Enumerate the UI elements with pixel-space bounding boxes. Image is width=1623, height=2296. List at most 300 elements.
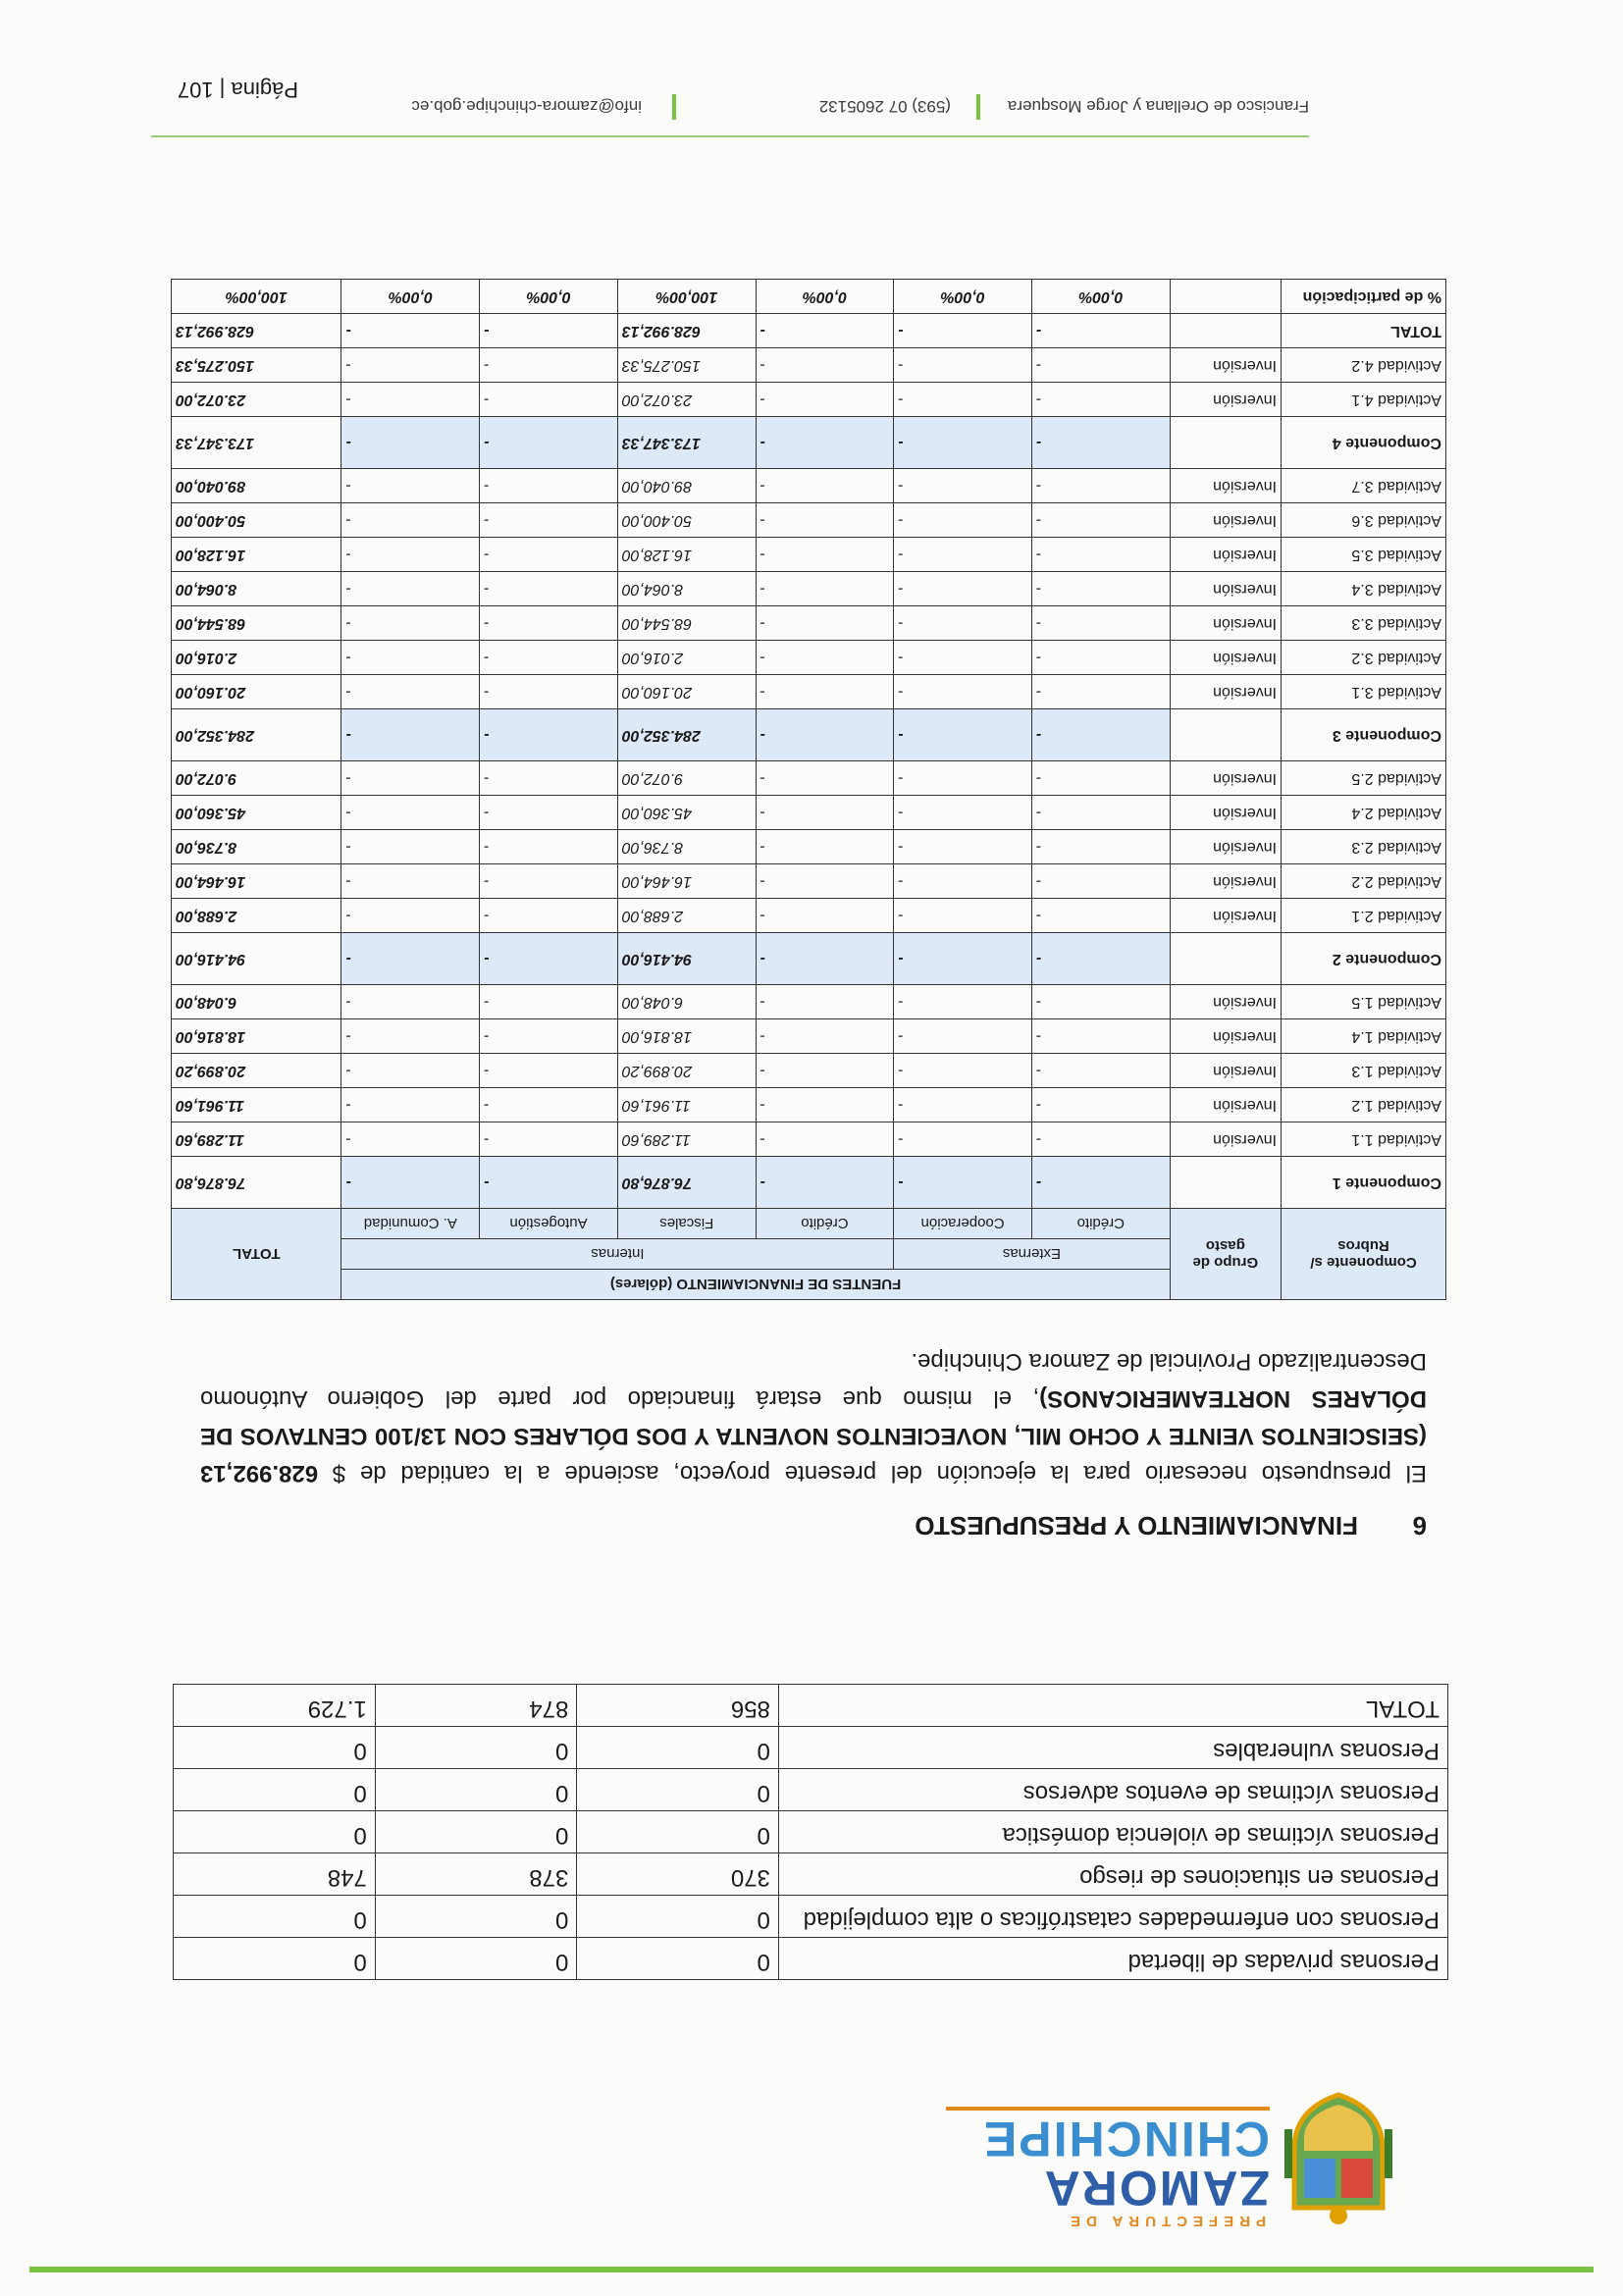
row-value: - — [480, 985, 618, 1019]
row-label: Actividad 2.5 — [1282, 761, 1446, 796]
row-value: 8.736,00 — [617, 830, 756, 864]
row-grupo: Inversión — [1170, 503, 1281, 538]
row-total: 16.464,00 — [172, 864, 342, 899]
row-value: - — [480, 864, 618, 899]
row-value: - — [756, 383, 894, 417]
beneficiary-value: 748 — [174, 1853, 376, 1896]
row-value: - — [480, 675, 618, 709]
row-grupo: Inversión — [1170, 1054, 1281, 1088]
header-internas: Internas — [341, 1239, 894, 1270]
paragraph-text-2: , el mismo que estará financiado por parte del Gobierno Autónomo Descentralizado Provincial de Zamora Chinchipe. — [200, 1348, 1427, 1412]
header-rule — [29, 2267, 1594, 2272]
beneficiary-label: Personas vulnerables — [778, 1727, 1447, 1769]
budget-row — [172, 383, 1446, 417]
row-grupo: Inversión — [1170, 864, 1281, 899]
budget-row — [172, 675, 1446, 709]
row-value: - — [756, 933, 894, 985]
budget-row — [172, 1054, 1446, 1088]
row-grupo: Inversión — [1170, 1019, 1281, 1054]
row-label: Actividad 2.3 — [1282, 830, 1446, 864]
row-value: - — [341, 933, 480, 985]
row-value: - — [1031, 796, 1170, 830]
row-value: 2.688,00 — [617, 899, 756, 933]
row-value: - — [341, 314, 480, 348]
row-value: 9.072,00 — [617, 761, 756, 796]
row-grupo: Inversión — [1170, 606, 1281, 641]
row-label: Actividad 3.7 — [1282, 469, 1446, 503]
row-value: - — [1031, 417, 1170, 469]
row-value: - — [756, 864, 894, 899]
row-label: Actividad 1.2 — [1282, 1088, 1446, 1122]
row-value: - — [894, 1157, 1032, 1209]
row-label: Actividad 1.3 — [1282, 1054, 1446, 1088]
row-value: - — [894, 933, 1032, 985]
row-value: 20.899,20 — [617, 1054, 756, 1088]
footer-address: Francisco de Orellana y Jorge Mosquera — [1007, 97, 1309, 116]
row-grupo — [1170, 280, 1281, 314]
row-value: - — [1031, 503, 1170, 538]
row-total: 16.128,00 — [172, 538, 342, 572]
row-total: 11.961,60 — [172, 1088, 342, 1122]
row-total: 50.400,00 — [172, 503, 342, 538]
row-label: Actividad 3.4 — [1282, 572, 1446, 606]
row-grupo — [1170, 314, 1281, 348]
row-value: - — [894, 1054, 1032, 1088]
budget-row — [172, 572, 1446, 606]
logo-prefix: PREFECTURA DE — [1065, 2213, 1266, 2229]
row-value: - — [756, 899, 894, 933]
row-value: - — [1031, 709, 1170, 761]
row-value: - — [756, 641, 894, 675]
row-value: - — [756, 606, 894, 641]
row-value: - — [756, 796, 894, 830]
row-value: - — [894, 830, 1032, 864]
row-value: 94.416,00 — [617, 933, 756, 985]
row-total: 628.992,13 — [172, 314, 342, 348]
row-value: - — [1031, 933, 1170, 985]
row-value: - — [1031, 1157, 1170, 1209]
section-heading — [915, 1510, 1427, 1540]
budget-row — [172, 709, 1446, 761]
row-value: - — [341, 985, 480, 1019]
row-label: TOTAL — [1282, 314, 1446, 348]
row-grupo: Inversión — [1170, 572, 1281, 606]
row-value: - — [894, 572, 1032, 606]
row-value: - — [894, 985, 1032, 1019]
row-label: Actividad 4.1 — [1282, 383, 1446, 417]
row-total: 284.352,00 — [172, 709, 342, 761]
paragraph-text-1: El presupuesto necesario para la ejecución del presente proyecto, asciende a la cantidad de $ — [318, 1460, 1427, 1487]
row-value: 11.961,60 — [617, 1088, 756, 1122]
row-total: 89.040,00 — [172, 469, 342, 503]
row-value: - — [1031, 1054, 1170, 1088]
row-label: Componente 4 — [1282, 417, 1446, 469]
row-grupo — [1170, 1157, 1281, 1209]
beneficiary-value: 856 — [577, 1685, 779, 1727]
beneficiary-value: 0 — [375, 1769, 577, 1811]
logo-line-zamora: ZAMORA — [1042, 2161, 1270, 2216]
header-autogestion: Autogestión — [480, 1209, 618, 1239]
beneficiaries-row — [174, 1769, 1448, 1811]
row-total: 173.347,33 — [172, 417, 342, 469]
beneficiary-label: Personas en situaciones de riesgo — [778, 1853, 1447, 1896]
header-grupo-gasto: Grupo de gasto — [1170, 1209, 1281, 1300]
row-label: Actividad 2.1 — [1282, 899, 1446, 933]
beneficiary-value: 0 — [174, 1769, 376, 1811]
footer-email: info@zamora-chinchipe.gob.ec — [411, 97, 642, 116]
row-label: Actividad 3.5 — [1282, 538, 1446, 572]
row-value: - — [756, 469, 894, 503]
budget-row — [172, 538, 1446, 572]
logo-underline — [946, 2107, 1270, 2111]
budget-row — [172, 417, 1446, 469]
beneficiary-label: Personas víctimas de eventos adversos — [778, 1769, 1447, 1811]
row-value: 16.128,00 — [617, 538, 756, 572]
row-value: - — [341, 503, 480, 538]
row-value: - — [756, 503, 894, 538]
row-value: 11.289,60 — [617, 1122, 756, 1157]
row-value: - — [341, 1122, 480, 1157]
row-value: - — [480, 709, 618, 761]
page-footer — [0, 78, 1623, 137]
row-grupo: Inversión — [1170, 796, 1281, 830]
beneficiary-value: 0 — [577, 1727, 779, 1769]
row-value: - — [894, 675, 1032, 709]
row-value: - — [1031, 899, 1170, 933]
header-fuentes: FUENTES DE FINANCIAMIENTO (dólares) — [341, 1270, 1170, 1300]
logo-line-chinchipe: CHINCHIPE — [981, 2112, 1270, 2166]
budget-row — [172, 1122, 1446, 1157]
row-total: 8.064,00 — [172, 572, 342, 606]
row-value: - — [480, 606, 618, 641]
row-total: 2.016,00 — [172, 641, 342, 675]
row-label: Actividad 1.1 — [1282, 1122, 1446, 1157]
beneficiary-value: 0 — [577, 1896, 779, 1938]
row-value: - — [894, 796, 1032, 830]
row-value: - — [1031, 1019, 1170, 1054]
row-value: - — [480, 1122, 618, 1157]
row-value: - — [341, 1088, 480, 1122]
row-value: - — [480, 383, 618, 417]
row-value: 68.544,00 — [617, 606, 756, 641]
beneficiary-value: 0 — [174, 1938, 376, 1980]
footer-phone: (593) 07 2605132 — [818, 97, 951, 116]
row-value: - — [480, 348, 618, 383]
header-cooperacion: Cooperación — [894, 1209, 1032, 1239]
coat-of-arms-icon — [1284, 2090, 1392, 2227]
budget-paragraph — [200, 1342, 1427, 1491]
row-value: - — [1031, 864, 1170, 899]
row-label: Actividad 2.2 — [1282, 864, 1446, 899]
row-value: 20.160,00 — [617, 675, 756, 709]
row-grupo: Inversión — [1170, 985, 1281, 1019]
section-title: FINANCIAMIENTO Y PRESUPUESTO — [915, 1511, 1358, 1540]
row-value: 150.275,33 — [617, 348, 756, 383]
row-value: - — [894, 1122, 1032, 1157]
beneficiary-value: 0 — [174, 1727, 376, 1769]
row-value: - — [480, 796, 618, 830]
beneficiary-value: 370 — [577, 1853, 779, 1896]
row-value: - — [894, 1019, 1032, 1054]
row-value: - — [894, 314, 1032, 348]
row-value: - — [894, 1088, 1032, 1122]
row-value: - — [894, 864, 1032, 899]
beneficiaries-row — [174, 1853, 1448, 1896]
row-grupo: Inversión — [1170, 383, 1281, 417]
row-value: - — [756, 1122, 894, 1157]
budget-row — [172, 606, 1446, 641]
row-value: - — [894, 383, 1032, 417]
beneficiary-value: 0 — [375, 1811, 577, 1853]
budget-row — [172, 830, 1446, 864]
row-value: - — [480, 572, 618, 606]
row-total: 68.544,00 — [172, 606, 342, 641]
row-value: - — [341, 675, 480, 709]
row-value: - — [341, 899, 480, 933]
row-value: 100,00% — [617, 280, 756, 314]
row-label: Actividad 2.4 — [1282, 796, 1446, 830]
row-value: - — [341, 864, 480, 899]
row-value: - — [480, 1019, 618, 1054]
row-value: 0,00% — [1031, 280, 1170, 314]
row-value: 2.016,00 — [617, 641, 756, 675]
budget-row — [172, 280, 1446, 314]
row-value: 89.040,00 — [617, 469, 756, 503]
row-value: - — [756, 348, 894, 383]
row-value: 23.072,00 — [617, 383, 756, 417]
budget-row — [172, 1157, 1446, 1209]
row-value: - — [480, 417, 618, 469]
header-total: TOTAL — [172, 1209, 342, 1300]
beneficiary-value: 0 — [577, 1938, 779, 1980]
row-total: 100,00% — [172, 280, 342, 314]
row-value: 0,00% — [480, 280, 618, 314]
row-value: - — [341, 1157, 480, 1209]
row-value: - — [756, 572, 894, 606]
budget-row — [172, 1088, 1446, 1122]
row-label: Componente 2 — [1282, 933, 1446, 985]
beneficiaries-row — [174, 1685, 1448, 1727]
beneficiary-value: 0 — [375, 1938, 577, 1980]
row-value: - — [480, 503, 618, 538]
row-total: 8.736,00 — [172, 830, 342, 864]
beneficiary-value: 378 — [375, 1853, 577, 1896]
beneficiary-label: Personas con enfermedades catastróficas o alta complejidad — [778, 1896, 1447, 1938]
row-total: 18.816,00 — [172, 1019, 342, 1054]
header-credito-int: Crédito — [756, 1209, 894, 1239]
row-label: Actividad 4.2 — [1282, 348, 1446, 383]
footer-separator — [672, 94, 676, 120]
row-grupo: Inversión — [1170, 348, 1281, 383]
section-number: 6 — [1412, 1511, 1427, 1540]
paragraph-amount: 628.992,13 (SEISCIENTOS VEINTE Y OCHO MIL, NOVECIENTOS NOVENTA Y DOS DÓLARES CON 13/100 CENTAVOS DE DÓLARES NORTEAMERICANOS) — [200, 1385, 1427, 1487]
row-value: - — [756, 1054, 894, 1088]
budget-row — [172, 796, 1446, 830]
row-value: - — [1031, 830, 1170, 864]
row-value: 0,00% — [341, 280, 480, 314]
row-total: 150.275,33 — [172, 348, 342, 383]
row-total: 20.160,00 — [172, 675, 342, 709]
row-value: 18.816,00 — [617, 1019, 756, 1054]
row-value: 0,00% — [756, 280, 894, 314]
row-value: 76.876,80 — [617, 1157, 756, 1209]
row-value: - — [1031, 675, 1170, 709]
row-label: Actividad 1.5 — [1282, 985, 1446, 1019]
budget-row — [172, 933, 1446, 985]
row-value: - — [480, 1054, 618, 1088]
row-grupo: Inversión — [1170, 761, 1281, 796]
row-value: - — [341, 796, 480, 830]
row-value: - — [480, 538, 618, 572]
row-total: 9.072,00 — [172, 761, 342, 796]
budget-row — [172, 1019, 1446, 1054]
row-grupo — [1170, 709, 1281, 761]
row-value: 0,00% — [894, 280, 1032, 314]
row-value: - — [756, 314, 894, 348]
row-total: 20.899,20 — [172, 1054, 342, 1088]
beneficiaries-row — [174, 1896, 1448, 1938]
budget-row — [172, 864, 1446, 899]
beneficiary-value: 0 — [375, 1896, 577, 1938]
row-value: - — [756, 761, 894, 796]
row-value: 16.464,00 — [617, 864, 756, 899]
row-value: - — [1031, 538, 1170, 572]
row-label: Actividad 3.2 — [1282, 641, 1446, 675]
row-value: 50.400,00 — [617, 503, 756, 538]
row-value: - — [1031, 383, 1170, 417]
row-value: 6.048,00 — [617, 985, 756, 1019]
row-value: - — [480, 314, 618, 348]
beneficiary-value: 0 — [174, 1811, 376, 1853]
row-value: - — [341, 538, 480, 572]
row-grupo: Inversión — [1170, 675, 1281, 709]
beneficiary-label: Personas privadas de libertad — [778, 1938, 1447, 1980]
row-value: - — [894, 709, 1032, 761]
row-value: - — [1031, 572, 1170, 606]
row-total: 76.876,80 — [172, 1157, 342, 1209]
beneficiary-value: 0 — [577, 1769, 779, 1811]
beneficiary-label: Personas víctimas de violencia doméstica — [778, 1811, 1447, 1853]
beneficiary-value: 874 — [375, 1685, 577, 1727]
row-value: 284.352,00 — [617, 709, 756, 761]
budget-row — [172, 761, 1446, 796]
row-value: - — [1031, 469, 1170, 503]
row-total: 94.416,00 — [172, 933, 342, 985]
row-value: - — [756, 830, 894, 864]
row-value: 628.992,13 — [617, 314, 756, 348]
row-value: - — [341, 383, 480, 417]
row-value: 45.360,00 — [617, 796, 756, 830]
beneficiaries-row — [174, 1811, 1448, 1853]
row-grupo: Inversión — [1170, 1088, 1281, 1122]
row-value: 173.347,33 — [617, 417, 756, 469]
row-value: - — [1031, 314, 1170, 348]
budget-row — [172, 899, 1446, 933]
row-grupo — [1170, 933, 1281, 985]
row-total: 11.289,60 — [172, 1122, 342, 1157]
page-number: Página | 107 — [177, 78, 298, 102]
row-value: - — [894, 469, 1032, 503]
row-grupo: Inversión — [1170, 830, 1281, 864]
row-value: - — [480, 899, 618, 933]
row-value: - — [341, 1019, 480, 1054]
budget-row — [172, 469, 1446, 503]
beneficiary-label: TOTAL — [778, 1685, 1447, 1727]
row-value: - — [480, 641, 618, 675]
row-value: - — [480, 933, 618, 985]
row-value: - — [341, 1054, 480, 1088]
header-credito-ext: Crédito — [1031, 1209, 1170, 1239]
row-value: - — [1031, 985, 1170, 1019]
row-total: 2.688,00 — [172, 899, 342, 933]
row-label: Componente 1 — [1282, 1157, 1446, 1209]
beneficiary-value: 0 — [375, 1727, 577, 1769]
row-value: - — [756, 538, 894, 572]
row-value: - — [756, 675, 894, 709]
beneficiaries-row — [174, 1938, 1448, 1980]
row-label: Actividad 3.6 — [1282, 503, 1446, 538]
row-label: Actividad 3.3 — [1282, 606, 1446, 641]
row-grupo — [1170, 417, 1281, 469]
row-value: - — [341, 469, 480, 503]
beneficiary-value: 0 — [174, 1896, 376, 1938]
row-grupo: Inversión — [1170, 641, 1281, 675]
row-value: - — [341, 348, 480, 383]
row-value: - — [1031, 641, 1170, 675]
row-value: - — [341, 830, 480, 864]
row-value: - — [756, 417, 894, 469]
row-total: 23.072,00 — [172, 383, 342, 417]
footer-rule — [151, 135, 1309, 137]
row-value: - — [341, 641, 480, 675]
row-grupo: Inversión — [1170, 899, 1281, 933]
row-value: - — [756, 709, 894, 761]
row-value: - — [480, 1088, 618, 1122]
beneficiaries-table — [173, 1684, 1448, 1980]
row-value: - — [894, 761, 1032, 796]
row-value: - — [341, 417, 480, 469]
row-value: - — [894, 503, 1032, 538]
row-value: - — [894, 417, 1032, 469]
row-value: - — [1031, 606, 1170, 641]
row-total: 6.048,00 — [172, 985, 342, 1019]
header-externas: Externas — [894, 1239, 1170, 1270]
row-grupo: Inversión — [1170, 469, 1281, 503]
beneficiary-value: 0 — [577, 1811, 779, 1853]
row-value: - — [894, 348, 1032, 383]
row-value: - — [894, 606, 1032, 641]
row-value: - — [480, 469, 618, 503]
row-value: - — [756, 1019, 894, 1054]
row-total: 45.360,00 — [172, 796, 342, 830]
row-value: - — [756, 1088, 894, 1122]
budget-table — [171, 279, 1446, 1300]
row-value: - — [341, 761, 480, 796]
row-value: - — [1031, 761, 1170, 796]
row-value: - — [1031, 348, 1170, 383]
budget-row — [172, 348, 1446, 383]
budget-row — [172, 503, 1446, 538]
row-value: - — [341, 606, 480, 641]
row-value: - — [756, 1157, 894, 1209]
row-value: - — [1031, 1088, 1170, 1122]
row-value: - — [480, 830, 618, 864]
row-label: % de participación — [1282, 280, 1446, 314]
footer-separator — [976, 94, 980, 120]
row-label: Actividad 1.4 — [1282, 1019, 1446, 1054]
row-value: - — [894, 899, 1032, 933]
budget-row — [172, 641, 1446, 675]
